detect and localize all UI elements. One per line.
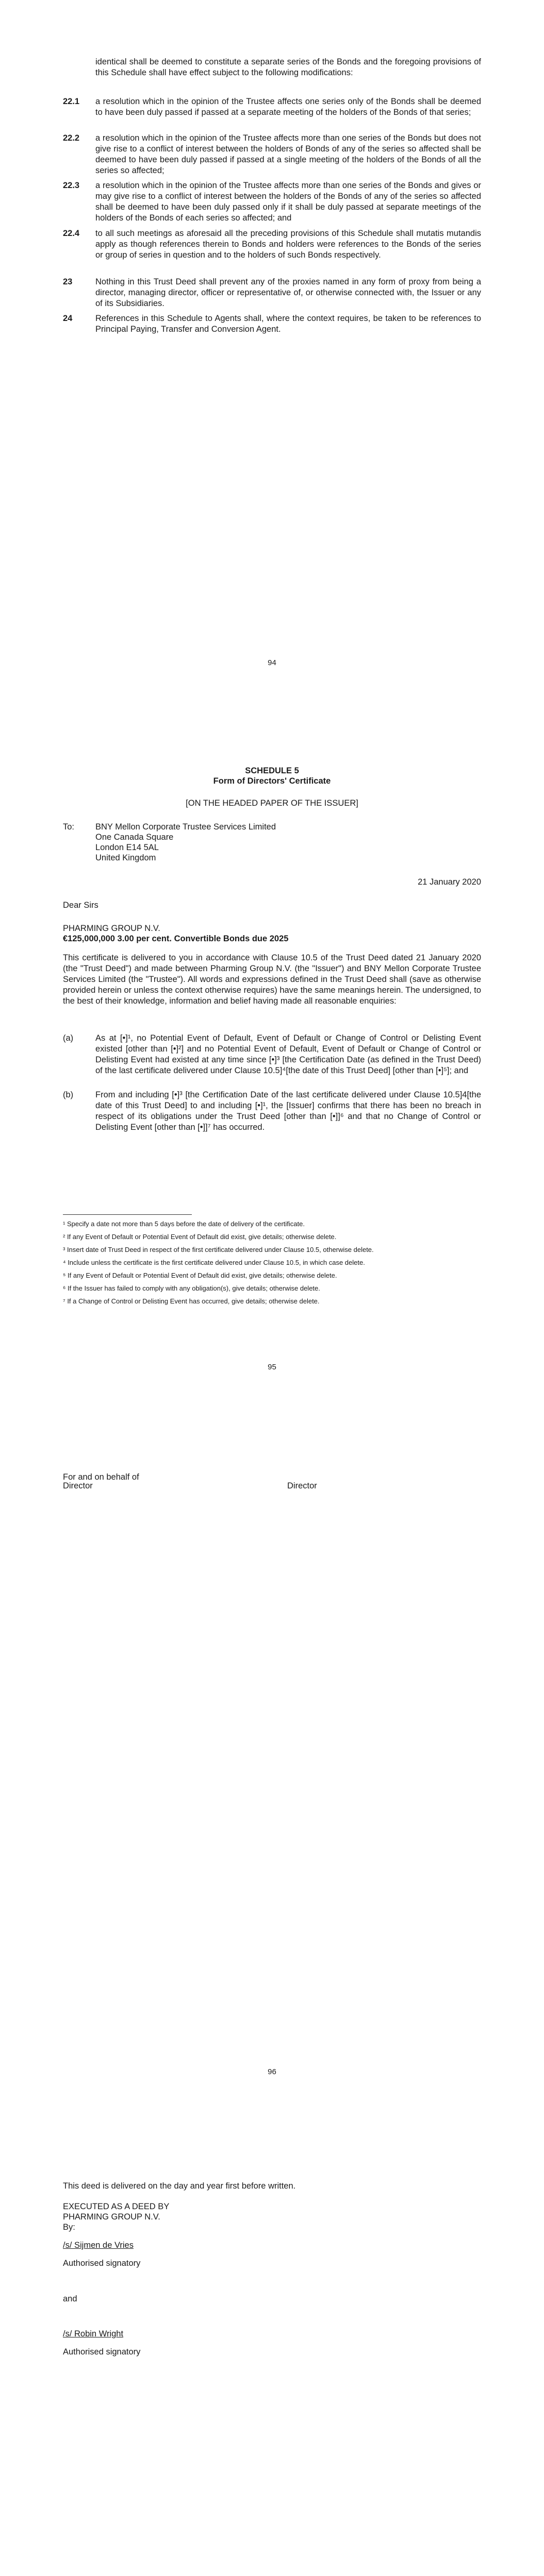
page-95 (0, 703, 544, 1406)
executing-company: PHARMING GROUP N.V. (63, 2212, 160, 2222)
footnote: ³ Insert date of Trust Deed in respect of the first certificate delivered under Clause 10.5, otherwise delete. (63, 1246, 374, 1253)
signature-1: /s/ Sijmen de Vries (63, 2241, 134, 2250)
clause-text: a resolution which in the opinion of the Trustee affects one series only of the Bonds shall be deemed to have been duly passed if passed at a separate meeting of the holders of the Bonds of that series; (95, 97, 481, 117)
company-name: PHARMING GROUP N.V. (63, 924, 160, 933)
to-label: To: (63, 822, 75, 832)
footnote: ¹ Specify a date not more than 5 days before the date of delivery of the certificate. (63, 1220, 305, 1228)
clause-text: to all such meetings as aforesaid all the preceding provisions of this Schedule shall mutatis mutandis apply as though references therein to Bonds and holders were references to the Bonds of the series or group of series in question and to the holders of such Bonds respectively. (95, 229, 481, 260)
page-number: 94 (268, 658, 276, 667)
footnote: ⁶ If the Issuer has failed to comply with any obligation(s), give details; otherwise delete. (63, 1284, 320, 1292)
footnote: ² If any Event of Default or Potential Event of Default did exist, give details; otherwise delete. (63, 1233, 337, 1241)
clause-b-text: From and including [•]³ [the Certification Date of the last certificate delivered under Clause 10.5]4[the date of this Trust Deed] to and including [•]¹, the [Issuer] confirms that there has been no breach in respect of its obligations under the Trust Deed [other than [•]]⁶ and that no Change of Control or Delisting Event [other than [•]]⁷ has occurred. (95, 1090, 481, 1132)
clause-text: Nothing in this Trust Deed shall prevent any of the proxies named in any form of proxy from being a director, managing director, officer or representative of, or otherwise connected with, the Issuer or any of its Subsidiaries. (95, 277, 481, 308)
director-right: Director (287, 1481, 317, 1490)
director-left: Director (63, 1481, 93, 1490)
letter-date: 21 January 2020 (418, 877, 481, 887)
executed-as-deed: EXECUTED AS A DEED BY (63, 2202, 170, 2211)
clause-text: References in this Schedule to Agents shall, where the context requires, be taken to be references to Principal Paying, Transfer and Conversion Agent. (95, 314, 481, 334)
schedule-subtitle: Form of Directors' Certificate (213, 776, 331, 786)
address-line: London E14 5AL (95, 843, 159, 852)
page-94 (0, 0, 544, 703)
clause-b-label: (b) (63, 1090, 74, 1099)
authorised-signatory-2: Authorised signatory (63, 2347, 141, 2357)
clause-number: 24 (63, 314, 73, 323)
address-line: One Canada Square (95, 833, 174, 842)
clause-text: a resolution which in the opinion of the Trustee affects more than one series of the Bonds and gives or may give rise to a conflict of interest between the holders of the Bonds of any of the series so affected shall be deemed to have been duly passed only if it shall be duly passed at separate meetings of the holders of the Bonds of each series so affected; and (95, 181, 481, 223)
clause-number: 22.2 (63, 133, 80, 143)
and-label: and (63, 2294, 77, 2303)
delivery-statement: This deed is delivered on the day and year first before written. (63, 2181, 296, 2191)
schedule-title: SCHEDULE 5 (245, 766, 299, 775)
clause-number: 22.4 (63, 229, 80, 238)
clause-a-label: (a) (63, 1033, 74, 1043)
intro-paragraph: identical shall be deemed to constitute a separate series of the Bonds and the foregoing provisions of this Schedule shall have effect subject to the following modifications: (95, 57, 481, 77)
address-line: United Kingdom (95, 853, 156, 862)
clause-text: a resolution which in the opinion of the Trustee affects more than one series of the Bonds but does not give rise to a conflict of interest between the holders of Bonds of any of the series so affected shall be deemed to have been duly passed if passed at a single meeting of the holders of the Bonds of all the series so affected; (95, 133, 481, 175)
footnote: ⁴ Include unless the certificate is the first certificate delivered under Clause 10.5, in which case delete. (63, 1259, 365, 1266)
address-line: BNY Mellon Corporate Trustee Services Limited (95, 822, 276, 832)
clause-number: 23 (63, 277, 73, 286)
headed-paper-note: [ON THE HEADED PAPER OF THE ISSUER] (186, 799, 358, 808)
page-number: 95 (268, 1363, 276, 1371)
clause-number: 22.1 (63, 97, 80, 106)
footnote-divider (63, 1214, 192, 1215)
salutation: Dear Sirs (63, 901, 98, 910)
certificate-body: This certificate is delivered to you in accordance with Clause 10.5 of the Trust Deed dated 21 January 2020 (the "Trust Deed") and made between Pharming Group N.V. (the "Issuer") and BNY Mellon Corporate Trustee Services Limited (the "Trustee"). All words and expressions defined in the Trust Deed shall (save as otherwise provided herein or unless the context otherwise requires) have the same meanings herein. The undersigned, to the best of their knowledge, information and belief having made all reasonable enquiries: (63, 953, 481, 1006)
bonds-title: €125,000,000 3.00 per cent. Convertible Bonds due 2025 (63, 934, 289, 943)
footnote: ⁵ If any Event of Default or Potential Event of Default did exist, give details; otherwise delete. (63, 1272, 337, 1279)
signature-2: /s/ Robin Wright (63, 2329, 124, 2338)
clause-number: 22.3 (63, 181, 80, 190)
page-number: 96 (268, 2067, 276, 2076)
by-label: By: (63, 2223, 75, 2232)
footnote: ⁷ If a Change of Control or Delisting Event has occurred, give details; otherwise delete. (63, 1297, 320, 1305)
page-96 (0, 1406, 544, 2110)
for-and-on-behalf: For and on behalf of (63, 1472, 139, 1482)
authorised-signatory-1: Authorised signatory (63, 2259, 141, 2268)
clause-a-text: As at [•]¹, no Potential Event of Default, Event of Default or Change of Control or Delisting Event existed [other than [•]²] and no Potential Event of Default, Event of Default or Change of Control or Delisting Event had existed at any time since [•]³ [the Certification Date (as defined in the Trust Deed) of the last certificate delivered under Clause 10.5]⁴[the date of this Trust Deed] [other than [•]⁵]; and (95, 1033, 481, 1075)
page-97 (0, 2110, 544, 2576)
